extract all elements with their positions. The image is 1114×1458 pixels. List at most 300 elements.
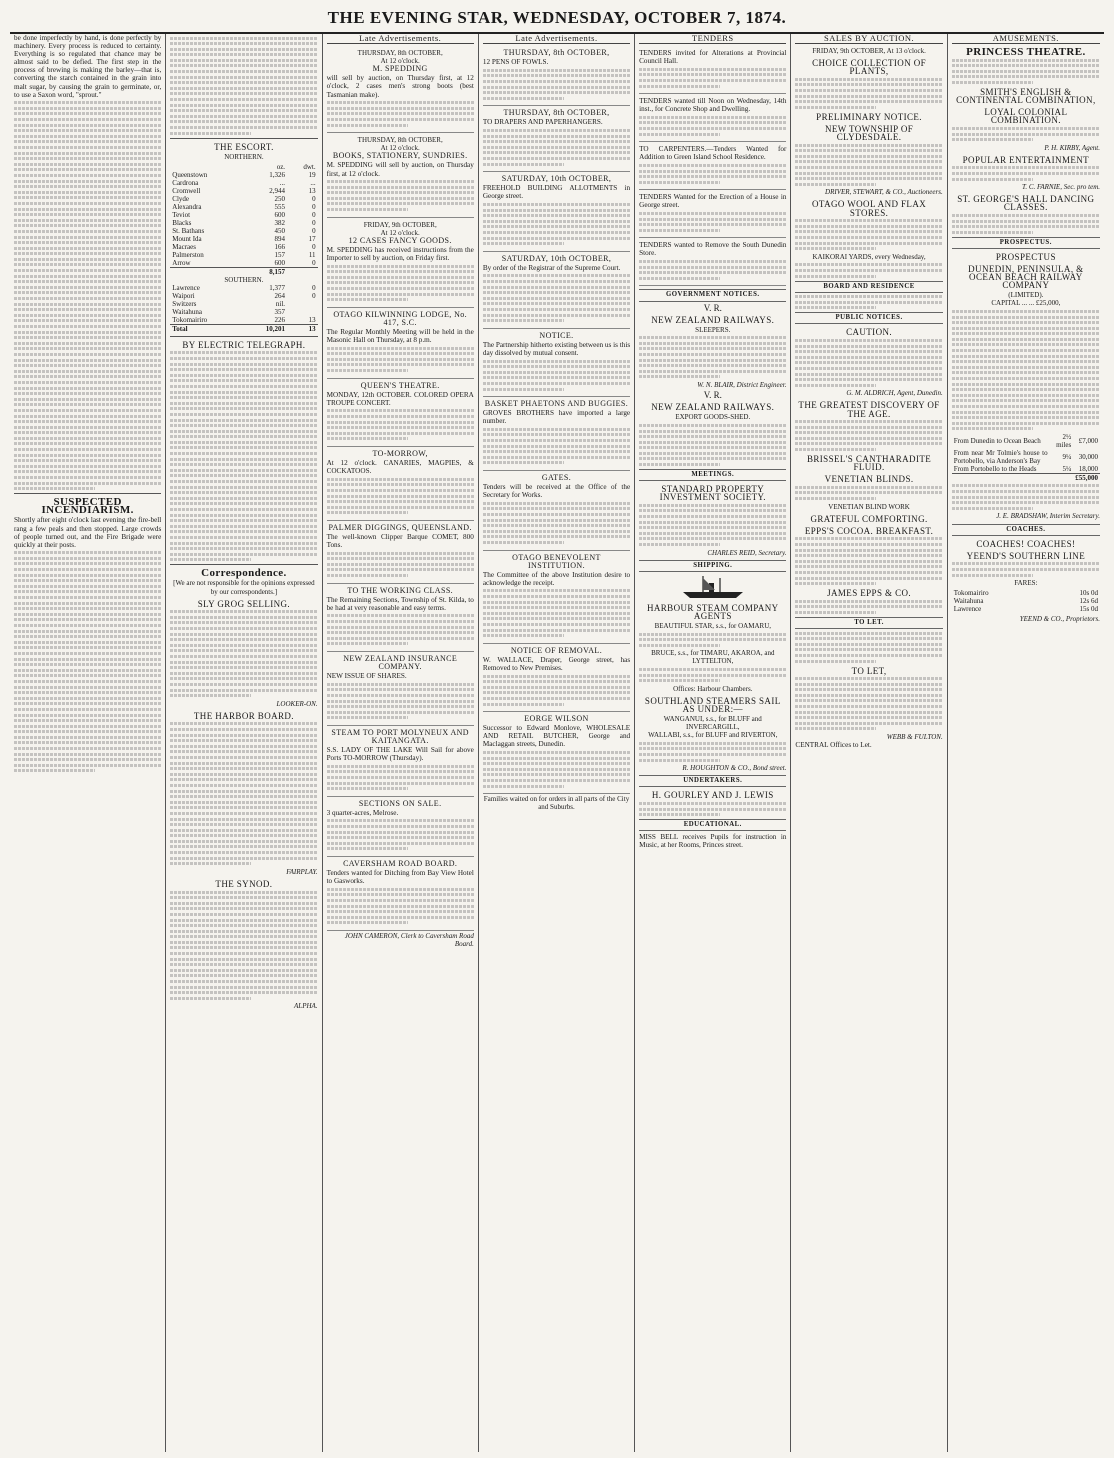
escort-title: THE ESCORT. — [214, 141, 274, 152]
advertisement — [483, 107, 630, 172]
escort-cell: 0 — [312, 242, 316, 251]
ad-title: SATURDAY, 10th OCTOBER, — [501, 174, 612, 184]
article-body-placeholder — [795, 537, 942, 585]
column-2 — [166, 34, 322, 1452]
article-body-placeholder — [327, 765, 474, 790]
advertisement — [327, 522, 474, 584]
article-body-placeholder — [170, 891, 317, 1000]
discovery-title: THE GREATEST DISCOVERY OF THE AGE. — [798, 400, 940, 419]
escort-cell: 1,377 — [269, 283, 286, 292]
kaikorai-line: KAIKORAI YARDS, every Wednesday, — [812, 252, 926, 261]
advertisement — [483, 330, 630, 397]
meetings-heading: MEETINGS. — [639, 469, 786, 481]
table-row — [952, 605, 1100, 613]
escort-cell: Total — [170, 324, 243, 333]
article-body-placeholder — [952, 310, 1100, 430]
table-row — [952, 433, 1100, 449]
ad-body: S.S. LADY OF THE LAKE Will Sail for above Ports TO-MORROW (Thursday). — [326, 746, 474, 763]
table-row — [952, 465, 1100, 474]
escort-cell: 450 — [274, 226, 286, 235]
advertisement — [327, 309, 474, 379]
escort-cell: Arrow — [172, 258, 191, 267]
ad-date: FRIDAY, 9th OCTOBER, — [363, 220, 437, 229]
bradshaw-signature: J. E. BRADSHAW, Interim Secretary. — [996, 512, 1100, 521]
advertisement — [327, 448, 474, 521]
article-body-placeholder — [327, 819, 474, 850]
article-body-placeholder — [639, 260, 786, 280]
ad-title: QUEEN'S THEATRE. — [360, 380, 440, 390]
advertisement — [327, 380, 474, 447]
telegraph-title: BY ELECTRIC TELEGRAPH. — [182, 339, 306, 350]
ad-title: BOOKS, STATIONERY, SUNDRIES. — [332, 151, 468, 161]
shares-cell: From Dunedin to Ocean Beach — [953, 436, 1041, 445]
to-let-title: TO LET, — [851, 665, 887, 676]
shipping-heading: SHIPPING. — [639, 560, 786, 572]
epps-title: EPPS'S COCOA. BREAKFAST. — [804, 525, 934, 536]
fares-title: FARES: — [1014, 579, 1038, 588]
article-body-placeholder — [327, 552, 474, 577]
article-body-placeholder — [483, 675, 630, 706]
auction-heading: SALES BY AUCTION. — [795, 34, 942, 44]
ship-entry: WALLABI, s.s., for BLUFF and RIVERTON, — [648, 731, 778, 740]
shares-table — [952, 433, 1100, 482]
escort-cell: Palmerston — [172, 250, 204, 259]
ad-body: NEW ISSUE OF SHARES. — [326, 672, 407, 681]
tender-notice — [639, 143, 786, 190]
fares-cell: Waitahuna — [953, 597, 984, 606]
table-row — [170, 316, 317, 325]
agent-signature: P. H. KIRBY, Agent. — [1044, 143, 1100, 152]
escort-cell — [287, 267, 318, 276]
advertisement — [327, 585, 474, 652]
popular-title: POPULAR ENTERTAINMENT — [962, 154, 1090, 165]
yeend-title: YEEND'S SOUTHERN LINE — [966, 550, 1086, 561]
article-body-placeholder — [795, 632, 942, 663]
table-row — [170, 203, 317, 211]
ad-title: CAVERSHAM ROAD BOARD. — [343, 859, 458, 869]
undertakers-heading: UNDERTAKERS. — [639, 775, 786, 787]
ad-title: NEW ZEALAND INSURANCE COMPANY. — [343, 654, 458, 672]
article-body-placeholder — [483, 360, 630, 391]
tender-notice — [639, 95, 786, 142]
ad-time: At 12 o'clock. — [380, 144, 420, 153]
ad-body: Tenders wanted for Ditching from Bay View Hotel to Gasworks. — [326, 869, 474, 886]
article-body-placeholder — [483, 69, 630, 100]
article-body-placeholder — [170, 610, 317, 697]
column-5 — [635, 34, 791, 1452]
article-body-placeholder — [327, 265, 474, 302]
article-body-placeholder — [327, 347, 474, 372]
ad-time: At 12 o'clock. — [380, 228, 420, 237]
article-body-placeholder — [795, 263, 942, 277]
article-body-placeholder — [14, 101, 161, 490]
article-body-placeholder — [952, 166, 1100, 180]
escort-cell: 357 — [274, 307, 286, 316]
capital-line: CAPITAL ... ... £25,000, — [991, 299, 1061, 308]
advertisement — [483, 472, 630, 551]
article-body-placeholder — [327, 614, 474, 645]
table-row — [170, 227, 317, 235]
article-body-placeholder — [327, 409, 474, 440]
fares-table — [952, 589, 1100, 613]
article-body-placeholder — [327, 101, 474, 126]
fares-cell: 10s 0d — [1079, 589, 1098, 598]
board-heading: BOARD AND RESIDENCE — [795, 281, 942, 293]
escort-unit: oz. — [276, 162, 286, 171]
fares-cell: Tokomairiro — [953, 589, 989, 598]
article-body-placeholder — [483, 502, 630, 544]
escort-cell: Waipori — [172, 291, 195, 300]
escort-cell — [170, 163, 243, 171]
prospectus-title: PROSPECTUS — [995, 251, 1056, 262]
article-body-placeholder — [795, 339, 942, 387]
coaches-title: COACHES! COACHES! — [976, 538, 1076, 549]
escort-cell: 600 — [274, 258, 286, 267]
escort-cell: 0 — [312, 210, 316, 219]
ad-body: By order of the Registrar of the Supreme Court. — [482, 263, 621, 272]
escort-cell: ... — [310, 178, 316, 187]
plants-title: CHOICE COLLECTION OF PLANTS, — [812, 58, 927, 77]
ad-title: 12 CASES FANCY GOODS. — [348, 235, 452, 245]
article-body-placeholder — [952, 127, 1100, 141]
table-row — [170, 171, 317, 179]
escort-cell: 8,157 — [243, 267, 287, 276]
tender-notice — [639, 47, 786, 94]
ad-body: will sell by auction, on Thursday first, at 12 o'clock, 2 cases men's strong boots (best Tasmanian make). — [326, 74, 474, 99]
advertisement — [483, 47, 630, 106]
escort-cell: Waitahuna — [172, 307, 203, 316]
column-heading: Late Advertisements. — [327, 34, 474, 44]
preliminary-title: PRELIMINARY NOTICE. — [816, 111, 922, 122]
escort-cell: Cardrona — [172, 178, 199, 187]
offices: Offices: Harbour Chambers. — [673, 684, 753, 693]
ad-title: THURSDAY, 8th OCTOBER, — [503, 48, 610, 58]
tenders-heading: TENDERS — [639, 34, 786, 44]
ad-title: EORGE WILSON — [524, 714, 589, 724]
escort-cell: Queenstown — [172, 170, 208, 179]
advertisement — [327, 798, 474, 857]
table-row — [952, 473, 1100, 482]
agent-signature: G. M. ALDRICH, Agent, Dunedin. — [846, 389, 943, 398]
shares-cell: From Portobello to the Heads — [953, 464, 1037, 473]
george-title: ST. GEORGE'S HALL DANCING CLASSES. — [957, 194, 1095, 213]
venetian-title: VENETIAN BLINDS. — [824, 474, 914, 485]
ship-icon — [678, 574, 748, 600]
ad-body: The Regular Monthly Meeting will be held in the Masonic Hall on Thursday, at 8 p.m. — [326, 327, 474, 345]
educational-text: MISS BELL receives Pupils for instruction in Music, at her Rooms, Princes street. — [639, 833, 787, 850]
harbour-agents: HARBOUR STEAM COMPANY AGENTS — [646, 602, 779, 621]
escort-cell: 0 — [312, 218, 316, 227]
table-row — [170, 211, 317, 219]
railways-sub: EXPORT GOODS-SHED. — [675, 413, 751, 422]
table-row — [170, 251, 317, 259]
coaches-heading: COACHES. — [952, 524, 1100, 536]
table-row — [170, 259, 317, 268]
escort-cell — [287, 308, 318, 316]
table-row — [952, 449, 1100, 465]
escort-unit: dwt. — [303, 162, 316, 171]
article-body-placeholder — [952, 214, 1100, 234]
escort-header-row — [170, 163, 317, 171]
escort-cell: 13 — [287, 324, 318, 333]
public-notices-heading: PUBLIC NOTICES. — [795, 312, 942, 324]
wool-title: OTAGO WOOL AND FLAX STORES. — [812, 199, 927, 218]
columns — [10, 34, 1104, 1452]
advertisement — [327, 219, 474, 308]
ad-body: The Committee of the above Institution desire to acknowledge the receipt. — [482, 570, 631, 587]
escort-cell: 13 — [308, 315, 316, 324]
article-body-placeholder — [639, 116, 786, 136]
railways-title: NEW ZEALAND RAILWAYS. — [651, 402, 775, 413]
article-body-placeholder — [170, 722, 317, 865]
page-title: THE EVENING STAR, WEDNESDAY, OCTOBER 7, 1874. — [327, 8, 787, 27]
advertisement — [327, 727, 474, 797]
article-body-placeholder — [327, 180, 474, 211]
princess-title: PRINCESS THEATRE. — [966, 46, 1086, 59]
article-body-placeholder — [14, 551, 161, 772]
advertisement — [483, 398, 630, 471]
ad-time: At 12 o'clock. — [380, 57, 420, 66]
escort-cell: Tokomairiro — [172, 315, 208, 324]
article-body-placeholder — [795, 420, 942, 451]
advertisement — [483, 552, 630, 644]
ad-body: 12 PENS OF FOWLS. — [482, 58, 549, 67]
bessel-title: BRISSEL'S CANTHARADITE FLUID. — [806, 454, 932, 473]
ad-title: TO-MORROW, — [372, 448, 428, 458]
escort-cell: 13 — [308, 186, 316, 195]
venetian-works: VENETIAN BLIND WORK — [828, 502, 910, 511]
article-body-placeholder — [795, 600, 942, 614]
auctioneer-signature: DRIVER, STEWART, & CO., Auctioneers. — [825, 188, 943, 197]
ad-date: THURSDAY, 8th OCTOBER, — [357, 136, 443, 145]
escort-cell — [170, 267, 243, 276]
article-body-placeholder — [327, 478, 474, 515]
column-3 — [323, 34, 479, 1452]
article-body-placeholder — [639, 424, 786, 466]
table-row — [952, 597, 1100, 605]
correspondence-note: [We are not responsible for the opinions expressed by our correspondents.] — [173, 579, 315, 596]
fares-cell: 12s 6d — [1079, 597, 1098, 606]
advertisement — [327, 653, 474, 726]
escort-cell: ... — [279, 178, 286, 187]
article-body-placeholder — [483, 274, 630, 322]
column-6 — [791, 34, 947, 1452]
escort-cell: 157 — [274, 250, 286, 259]
article-body-placeholder — [483, 589, 630, 637]
column-4 — [479, 34, 635, 1452]
central-offices: CENTRAL Offices to Let. — [795, 741, 872, 750]
escort-cell: Mount Ida — [172, 234, 202, 243]
escort-cell: 1,326 — [269, 170, 286, 179]
table-row — [170, 179, 317, 187]
article-body-placeholder — [639, 633, 786, 647]
ad-body: W. WALLACE, Draper, George street, has Removed to New Premises. — [482, 655, 631, 672]
ad-body: FREEHOLD BUILDING ALLOTMENTS in George street. — [482, 184, 631, 201]
escort-cell: Macraes — [172, 242, 196, 251]
to-let-heading: TO LET. — [795, 617, 942, 629]
letter-signature: ALPHA. — [294, 1002, 318, 1011]
correspondence-title: Correspondence. — [201, 567, 287, 580]
article-body-placeholder — [483, 203, 630, 245]
advertisement — [327, 134, 474, 218]
shares-cell: 18,000 — [1078, 464, 1098, 473]
shares-cell: 2½ miles — [1056, 432, 1072, 449]
webb-signature: WEBB & FULTON. — [886, 733, 943, 742]
article-body-placeholder — [795, 486, 942, 500]
article-body-placeholder — [639, 504, 786, 546]
ad-body: Tenders will be received at the Office of the Secretary for Works. — [482, 483, 631, 500]
article-body-placeholder — [639, 802, 786, 816]
advertisement — [327, 858, 474, 931]
tender-text: TO CARPENTERS.—Tenders Wanted for Addition to Green Island School Residence. — [639, 145, 787, 162]
shares-cell: 9¼ — [1062, 452, 1072, 461]
article-body-placeholder — [795, 677, 942, 730]
tender-text: TENDERS Wanted for the Erection of a House in George street. — [639, 193, 787, 210]
government-notices-heading: GOVERNMENT NOTICES. — [639, 289, 786, 301]
shares-cell — [952, 473, 1050, 482]
escort-cell: 382 — [274, 218, 286, 227]
article-body-placeholder — [170, 37, 317, 135]
escort-cell: 17 — [308, 234, 316, 243]
grateful-title: GRATEFUL COMFORTING. — [810, 513, 928, 524]
escort-cell: 600 — [274, 210, 286, 219]
letter-title: SLY GROG SELLING. — [197, 598, 291, 609]
crown-emblem: V. R. — [703, 302, 722, 313]
auction-date: FRIDAY, 9th OCTOBER, At 13 o'clock. — [812, 47, 926, 56]
column-heading: Late Advertisements. — [483, 34, 630, 44]
escort-cell: 226 — [274, 315, 286, 324]
meeting-title: STANDARD PROPERTY INVESTMENT SOCIETY. — [659, 484, 766, 503]
article-body-placeholder — [327, 683, 474, 720]
escort-cell: 555 — [274, 202, 286, 211]
article-body-placeholder — [483, 428, 630, 465]
tender-text: TENDERS invited for Alterations at Provincial Council Hall. — [639, 49, 787, 66]
shares-cell: From near Mr Tolmie's house to Portobello, via Anderson's Bay — [953, 448, 1048, 465]
proprietors-signature: YEEND & CO., Proprietors. — [1019, 615, 1100, 624]
ad-title: TO THE WORKING CLASS. — [347, 585, 454, 595]
limited-label: (LIMITED). — [1008, 291, 1044, 300]
clydesdale-title: NEW TOWNSHIP OF CLYDESDALE. — [824, 123, 914, 143]
escort-cell: 11 — [308, 250, 316, 259]
letter-title: THE SYNOD. — [215, 878, 273, 889]
ad-title: STEAM TO PORT MOLYNEUX AND KAITANGATA. — [331, 727, 469, 746]
fares-cell: 15s 0d — [1079, 605, 1098, 614]
ad-body: At 12 o'clock. CANARIES, MAGPIES, & COCKATOOS. — [326, 459, 474, 476]
escort-cell — [287, 300, 318, 308]
ad-body: 3 quarter-acres, Melrose. — [326, 808, 399, 817]
advertisement — [483, 713, 630, 794]
escort-cell: Cromwell — [172, 186, 201, 195]
advertisement-list — [327, 47, 474, 931]
article-body-placeholder — [639, 742, 786, 762]
undertaker-name: H. GOURLEY AND J. LEWIS — [651, 790, 774, 801]
escort-table — [170, 163, 317, 333]
crown-emblem: V. R. — [703, 390, 722, 401]
escort-cell: 2,944 — [269, 186, 286, 195]
article-body-placeholder — [483, 751, 630, 788]
article-body-placeholder — [639, 212, 786, 232]
tender-notice — [639, 239, 786, 286]
ad-title: PALMER DIGGINGS, QUEENSLAND. — [328, 522, 472, 532]
ship-entry: BRUCE, s.s., for TIMARU, AKAROA, and LYTTELTON, — [651, 649, 775, 666]
escort-cell: Alexandra — [172, 202, 202, 211]
ad-body: TO DRAPERS AND PAPERHANGERS. — [482, 118, 603, 127]
escort-cell: Teviot — [172, 210, 191, 219]
incendiarism-article: Shortly after eight o'clock last evening the fire-bell rang a few peals and then stopped. Large crowds of people turned out, and the Fire Brigade were quickly at their posts. — [14, 516, 162, 549]
masthead — [10, 8, 1104, 34]
table-row — [170, 187, 317, 195]
column-1 — [10, 34, 166, 1452]
section-title-incendiarism: SUSPECTED INCENDIARISM. — [41, 496, 134, 517]
letter-signature: LOOKER-ON. — [276, 699, 318, 708]
advertisement-list — [483, 47, 630, 794]
table-row — [170, 300, 317, 308]
caution-title: CAUTION. — [846, 327, 893, 338]
ad-title: SECTIONS ON SALE. — [358, 798, 442, 808]
article-body-placeholder — [639, 164, 786, 184]
escort-cell: 0 — [312, 194, 316, 203]
escort-cell: 0 — [312, 226, 316, 235]
table-row — [170, 292, 317, 300]
ad-title: THURSDAY, 8th OCTOBER, — [503, 108, 610, 118]
ad-title: OTAGO BENEVOLENT INSTITUTION. — [512, 552, 601, 570]
ad-body: M. SPEDDING will sell by auction, on Thursday first, at 12 o'clock. — [326, 161, 474, 178]
table-row — [170, 267, 317, 276]
article-body-placeholder — [327, 888, 474, 925]
ad-body: The Partnership hitherto existing between us is this day dissolved by mutual consent. — [482, 340, 631, 357]
table-row — [170, 308, 317, 316]
escort-cell: 0 — [312, 202, 316, 211]
loyal-title: LOYAL COLONIAL COMBINATION. — [984, 107, 1068, 126]
article-body-placeholder — [170, 351, 317, 561]
article-body-placeholder — [795, 295, 942, 309]
ad-body: Successor to Edward Monlove, WHOLESALE AND RETAIL BUTCHER, George and Maclaggan streets, Dunedin. — [482, 724, 631, 749]
shares-cell — [1050, 473, 1074, 482]
escort-cell: Switzers — [172, 299, 197, 308]
escort-cell: 894 — [274, 234, 286, 243]
escort-cell: 264 — [274, 291, 286, 300]
table-row — [170, 276, 317, 284]
table-row — [170, 219, 317, 227]
advertisement — [327, 47, 474, 133]
ad-title: M. SPEDDING — [372, 64, 428, 74]
escort-cell: Lawrence — [172, 283, 200, 292]
column-7 — [948, 34, 1104, 1452]
escort-southern-label: SOUTHERN. — [224, 275, 264, 284]
fares-cell: Lawrence — [953, 605, 982, 614]
article-body-placeholder — [952, 59, 1100, 84]
ad-title: GATES. — [541, 473, 572, 483]
escort-cell: 0 — [312, 291, 316, 300]
advertisement — [483, 645, 630, 712]
railways-title: NEW ZEALAND RAILWAYS. — [651, 314, 775, 325]
escort-cell: 10,201 — [243, 324, 287, 333]
table-row — [170, 324, 317, 333]
ad-title: BASKET PHAETONS AND BUGGIES. — [484, 399, 629, 409]
ad-body: GROVES BROTHERS have imported a large number. — [482, 409, 631, 426]
ad-title: NOTICE. — [539, 330, 574, 340]
shares-cell: £55,000 — [1073, 473, 1100, 482]
escort-cell: nil. — [275, 299, 286, 308]
table-row — [170, 284, 317, 292]
escort-cell: Blacks — [172, 218, 192, 227]
smith-title: SMITH'S ENGLISH & CONTINENTAL COMBINATION, — [956, 87, 1096, 106]
secretary-signature: T. C. FARNIE, Sec. pro tem. — [1021, 183, 1100, 192]
escort-cell: 0 — [312, 258, 316, 267]
shares-cell: £7,000 — [1078, 436, 1098, 445]
table-row — [170, 235, 317, 243]
ship-entry: WANGANUI, s.s., for BLUFF and INVERCARGILL, — [663, 715, 762, 732]
